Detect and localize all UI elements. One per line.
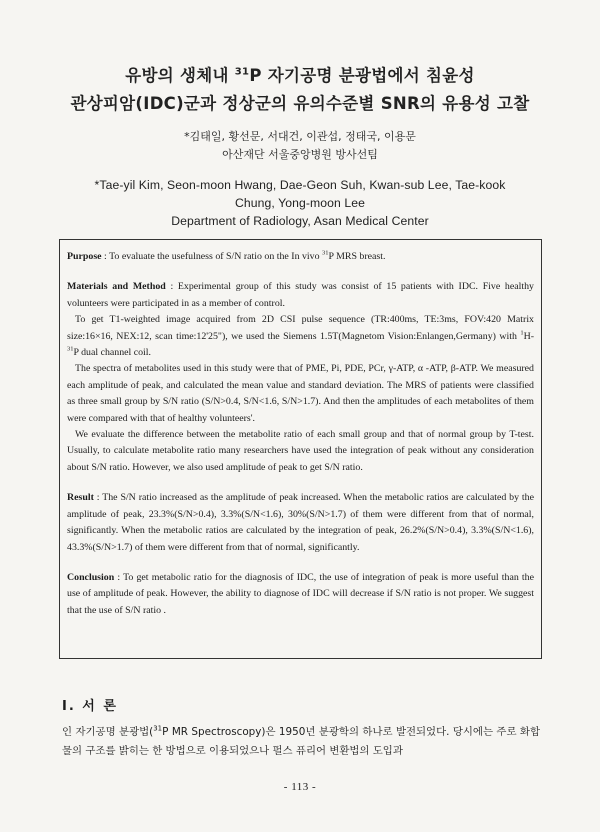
paper-title-line-1: 유방의 생체내 $^{31}$P 자기공명 분광법에서 침윤성 bbox=[125, 66, 475, 85]
abstract-methods-p4: We evaluate the difference between the metabolite ratio of each small group and that of normal group by T-test. Usually, to calculate metabolite ratio many researchers have used the integration of peak without any consideration about S/N ratio. However, we also used amplitude of peak to get S/N ratio. bbox=[67, 429, 534, 473]
abstract-result: Result : The S/N ratio increased as the amplitude of peak increased. When the metabolic ratios are calculated by the amplitude of peak, 23.3%(S/N>0.4), 3.3%(S/N<1.6), 30%(S/N>1.7) of them were different from that of normal, significantly. When the metabolic ratios are calculated by the integration of peak, 26.2%(S/N>0.4), 3.3%(S/N<1.6), 43.3%(S/N>1.7) of them were different from that of normal, significantly. bbox=[67, 492, 534, 553]
affiliation-korean: 아산재단 서울중앙병원 방사선팀 bbox=[222, 148, 378, 161]
affiliation-english: Department of Radiology, Asan Medical Center bbox=[171, 214, 429, 228]
abstract-methods-p1: Materials and Method : Experimental group of this study was consist of 15 patients with IDC. Five healthy volunteers were participated in as a member of control. bbox=[67, 281, 534, 309]
abstract-purpose: Purpose : To evaluate the usefulness of S/N ratio on the In vivo $^{31}$P MRS breast. bbox=[67, 249, 386, 262]
abstract-methods-p2: To get T1-weighted image acquired from 2D CSI pulse sequence (TR:400ms, TE:3ms, FOV:420 Matrix size:16×16, NEX:12, scan time:12'25"), we used the Siemens 1.5T(Magnetom Vision:Enlangen,Germany) with $^1$H-$^{31}$P dual channel coil. bbox=[67, 314, 534, 359]
paper-title-line-2: 관상피암(IDC)군과 정상군의 유의수준별 SNR의 유용성 고찰 bbox=[70, 94, 530, 113]
abstract-conclusion: Conclusion : To get metabolic ratio for the diagnosis of IDC, the use of integration of peak is more useful than the use of amplitude of peak. However, the ability to diagnose of IDC will decrease if S/N ratio is not proper. We suggest that the use of S/N ratio . bbox=[67, 571, 534, 616]
introduction-text: 인 자기공명 분광법($^{31}$P MR Spectroscopy)은 1950년 분광학의 하나로 발전되었다. 당시에는 주로 화합물의 구조를 밝히는 한 방법으로 이용되었으나 펄스 퓨리어 변환법의 도입과 bbox=[62, 724, 540, 757]
abstract-methods-p3: The spectra of metabolites used in this study were that of PME, Pi, PDE, PCr, γ-ATP, α -ATP, β-ATP. We measured each amplitude of peak, and calculated the mean value and standard deviation. The MRS of patients were classified as three small group by S/N ratio (S/N>0.4, S/N<1.6, S/N>1.7). And then the amplitudes of each metabolites of them were compared with that of healthy volunteers'. bbox=[67, 363, 534, 424]
authors-english-line-1: *Tae-yil Kim, Seon-moon Hwang, Dae-Geon Suh, Kwan-sub Lee, Tae-kook bbox=[94, 178, 506, 192]
authors-english-line-2: Chung, Yong-moon Lee bbox=[234, 196, 366, 210]
page-number: - 113 - bbox=[283, 781, 317, 793]
abstract-box bbox=[59, 239, 542, 659]
authors-korean: *김태일, 황선문, 서대건, 이관섭, 정태국, 이용문 bbox=[184, 130, 416, 143]
section-heading-introduction: I. 서 론 bbox=[62, 699, 118, 714]
